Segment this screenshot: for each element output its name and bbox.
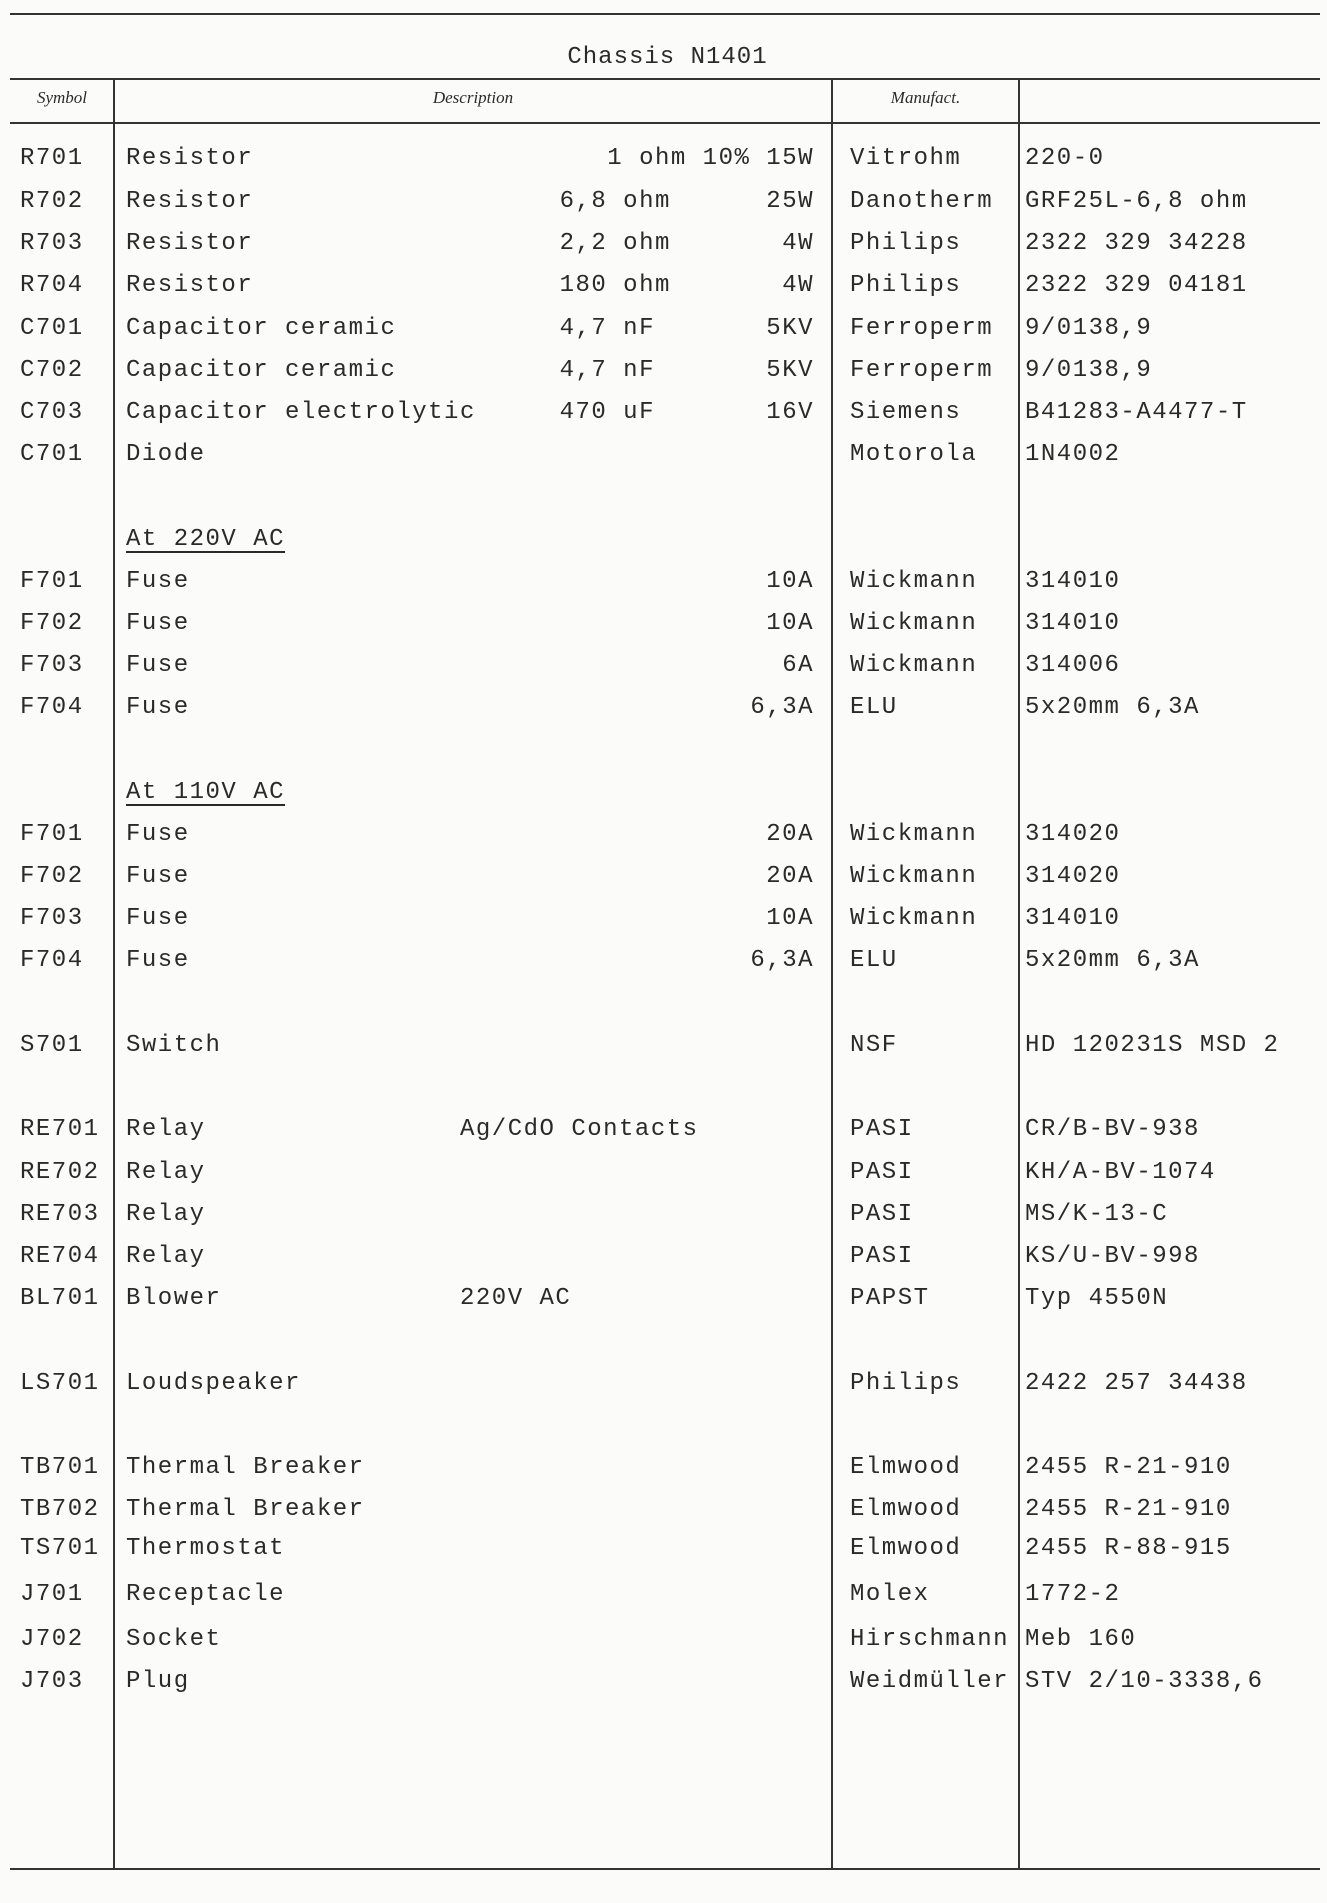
row-manufacturer: Motorola bbox=[850, 441, 978, 468]
row-part-number: 2455 R-88-915 bbox=[1025, 1535, 1232, 1562]
row-manufacturer: Ferroperm bbox=[850, 315, 994, 342]
row-part-number: CR/B-BV-938 bbox=[1025, 1116, 1200, 1143]
row-manufacturer: NSF bbox=[850, 1032, 898, 1059]
row-part-number: 2322 329 04181 bbox=[1025, 272, 1248, 299]
row-symbol: F701 bbox=[20, 821, 84, 848]
row-manufacturer: Ferroperm bbox=[850, 357, 994, 384]
row-part-number: KH/A-BV-1074 bbox=[1025, 1159, 1216, 1186]
row-part-number: STV 2/10-3338,6 bbox=[1025, 1668, 1264, 1695]
row-manufacturer: Wickmann bbox=[850, 610, 978, 637]
row-description: Thermal Breaker bbox=[126, 1496, 365, 1523]
row-manufacturer: Elmwood bbox=[850, 1535, 962, 1562]
row-description: Capacitor ceramic bbox=[126, 315, 397, 342]
row-value-box bbox=[500, 609, 814, 639]
row-description: Fuse bbox=[126, 694, 190, 721]
row-part-number: 9/0138,9 bbox=[1025, 315, 1153, 342]
row-part-number: 2455 R-21-910 bbox=[1025, 1496, 1232, 1523]
row-part-number: B41283-A4477-T bbox=[1025, 399, 1248, 426]
row-manufacturer: Hirschmann bbox=[850, 1626, 1010, 1653]
row-symbol: TB702 bbox=[20, 1496, 100, 1523]
row-description: Switch bbox=[126, 1032, 222, 1059]
row-description: Thermostat bbox=[126, 1535, 286, 1562]
row-manufacturer: Elmwood bbox=[850, 1454, 962, 1481]
row-value-box bbox=[500, 356, 814, 386]
row-symbol: F704 bbox=[20, 947, 84, 974]
column-divider-manufacturer bbox=[1018, 79, 1020, 1869]
row-part-number: GRF25L-6,8 ohm bbox=[1025, 188, 1248, 215]
row-part-number: HD 120231S MSD 2 bbox=[1025, 1032, 1280, 1059]
row-part-number: 9/0138,9 bbox=[1025, 357, 1153, 384]
row-symbol: F704 bbox=[20, 694, 84, 721]
row-manufacturer: Wickmann bbox=[850, 905, 978, 932]
row-symbol: TS701 bbox=[20, 1535, 100, 1562]
row-value: 1 ohm 10% 15W bbox=[607, 145, 814, 172]
row-part-number: 314020 bbox=[1025, 821, 1121, 848]
row-value-box bbox=[500, 651, 814, 681]
row-part-number: 314006 bbox=[1025, 652, 1121, 679]
row-symbol: J702 bbox=[20, 1626, 84, 1653]
section-heading: At 110V AC bbox=[126, 779, 286, 806]
row-description-note: 220V AC bbox=[460, 1285, 572, 1312]
row-part-number: 314020 bbox=[1025, 863, 1121, 890]
row-description: Resistor bbox=[126, 272, 254, 299]
row-description: Relay bbox=[126, 1243, 206, 1270]
row-part-number: MS/K-13-C bbox=[1025, 1201, 1169, 1228]
row-part-number: 314010 bbox=[1025, 610, 1121, 637]
row-manufacturer: PASI bbox=[850, 1201, 914, 1228]
row-symbol: C703 bbox=[20, 399, 84, 426]
row-part-number: 2322 329 34228 bbox=[1025, 230, 1248, 257]
row-value: 10A bbox=[766, 568, 814, 595]
row-value: 4,7 nF 5KV bbox=[559, 357, 814, 384]
row-description: Socket bbox=[126, 1626, 222, 1653]
row-manufacturer: Weidmüller bbox=[850, 1668, 1010, 1695]
row-description: Relay bbox=[126, 1116, 206, 1143]
row-value-box bbox=[500, 314, 814, 344]
row-part-number: 5x20mm 6,3A bbox=[1025, 694, 1200, 721]
row-symbol: C701 bbox=[20, 441, 84, 468]
row-description: Fuse bbox=[126, 610, 190, 637]
header-bottom-rule bbox=[10, 122, 1320, 124]
row-symbol: RE704 bbox=[20, 1243, 100, 1270]
row-symbol: R701 bbox=[20, 145, 84, 172]
row-description: Fuse bbox=[126, 905, 190, 932]
row-manufacturer: Danotherm bbox=[850, 188, 994, 215]
row-part-number: 314010 bbox=[1025, 568, 1121, 595]
row-symbol: J703 bbox=[20, 1668, 84, 1695]
row-value: 6,3A bbox=[750, 694, 814, 721]
header-description: Description bbox=[432, 88, 514, 107]
row-symbol: C702 bbox=[20, 357, 84, 384]
row-description: Blower bbox=[126, 1285, 222, 1312]
row-manufacturer: PAPST bbox=[850, 1285, 930, 1312]
row-part-number: KS/U-BV-998 bbox=[1025, 1243, 1200, 1270]
row-description: Relay bbox=[126, 1159, 206, 1186]
row-manufacturer: Molex bbox=[850, 1581, 930, 1608]
row-description: Thermal Breaker bbox=[126, 1454, 365, 1481]
row-manufacturer: Philips bbox=[850, 272, 962, 299]
row-value: 2,2 ohm 4W bbox=[559, 230, 814, 257]
row-symbol: RE703 bbox=[20, 1201, 100, 1228]
row-manufacturer: Wickmann bbox=[850, 863, 978, 890]
row-manufacturer: Elmwood bbox=[850, 1496, 962, 1523]
row-value-box bbox=[500, 271, 814, 301]
page-title: Chassis N1401 bbox=[567, 44, 768, 71]
row-description: Fuse bbox=[126, 863, 190, 890]
row-symbol: F703 bbox=[20, 905, 84, 932]
row-symbol: J701 bbox=[20, 1581, 84, 1608]
row-value-box bbox=[500, 693, 814, 723]
row-description: Loudspeaker bbox=[126, 1370, 301, 1397]
row-symbol: R703 bbox=[20, 230, 84, 257]
row-value: 6A bbox=[782, 652, 814, 679]
row-symbol: F702 bbox=[20, 610, 84, 637]
row-part-number: 2455 R-21-910 bbox=[1025, 1454, 1232, 1481]
row-part-number: 5x20mm 6,3A bbox=[1025, 947, 1200, 974]
row-value-box bbox=[500, 946, 814, 976]
row-description: Fuse bbox=[126, 568, 190, 595]
row-value-box bbox=[500, 398, 814, 428]
section-heading: At 220V AC bbox=[126, 526, 286, 553]
row-symbol: F702 bbox=[20, 863, 84, 890]
row-part-number: 1772-2 bbox=[1025, 1581, 1121, 1608]
row-part-number: 2422 257 34438 bbox=[1025, 1370, 1248, 1397]
row-description: Resistor bbox=[126, 188, 254, 215]
row-symbol: F701 bbox=[20, 568, 84, 595]
row-part-number: 314010 bbox=[1025, 905, 1121, 932]
row-description: Diode bbox=[126, 441, 206, 468]
row-symbol: C701 bbox=[20, 315, 84, 342]
row-description: Fuse bbox=[126, 947, 190, 974]
row-part-number: Typ 4550N bbox=[1025, 1285, 1169, 1312]
row-value-box bbox=[500, 904, 814, 934]
row-value: 10A bbox=[766, 610, 814, 637]
top-rule bbox=[10, 13, 1320, 15]
row-description: Resistor bbox=[126, 145, 254, 172]
row-value-box bbox=[500, 567, 814, 597]
row-part-number: Meb 160 bbox=[1025, 1626, 1137, 1653]
row-manufacturer: Wickmann bbox=[850, 568, 978, 595]
bottom-rule bbox=[10, 1868, 1320, 1870]
row-value: 180 ohm 4W bbox=[559, 272, 814, 299]
row-manufacturer: ELU bbox=[850, 947, 898, 974]
row-value: 4,7 nF 5KV bbox=[559, 315, 814, 342]
row-description: Plug bbox=[126, 1668, 190, 1695]
row-part-number: 220-0 bbox=[1025, 145, 1105, 172]
row-value-box bbox=[500, 187, 814, 217]
row-symbol: RE701 bbox=[20, 1116, 100, 1143]
row-value: 20A bbox=[766, 863, 814, 890]
row-description: Resistor bbox=[126, 230, 254, 257]
row-description: Fuse bbox=[126, 821, 190, 848]
column-divider-symbol bbox=[113, 79, 115, 1869]
row-manufacturer: Philips bbox=[850, 1370, 962, 1397]
header-manufacturer: Manufact. bbox=[890, 88, 961, 107]
column-divider-description bbox=[831, 79, 833, 1869]
row-value-box bbox=[500, 144, 814, 174]
row-value: 10A bbox=[766, 905, 814, 932]
header-symbol: Symbol bbox=[36, 88, 88, 107]
row-manufacturer: Philips bbox=[850, 230, 962, 257]
row-description: Relay bbox=[126, 1201, 206, 1228]
row-value-box bbox=[500, 862, 814, 892]
header-top-rule bbox=[10, 78, 1320, 80]
row-part-number: 1N4002 bbox=[1025, 441, 1121, 468]
row-manufacturer: Siemens bbox=[850, 399, 962, 426]
row-manufacturer: PASI bbox=[850, 1159, 914, 1186]
row-symbol: R702 bbox=[20, 188, 84, 215]
row-value: 470 uF 16V bbox=[559, 399, 814, 426]
row-description: Fuse bbox=[126, 652, 190, 679]
row-symbol: R704 bbox=[20, 272, 84, 299]
row-symbol: LS701 bbox=[20, 1370, 100, 1397]
row-value: 20A bbox=[766, 821, 814, 848]
row-value: 6,3A bbox=[750, 947, 814, 974]
row-description-note: Ag/CdO Contacts bbox=[460, 1116, 699, 1143]
row-manufacturer: Wickmann bbox=[850, 821, 978, 848]
row-value: 6,8 ohm 25W bbox=[559, 188, 814, 215]
row-manufacturer: PASI bbox=[850, 1116, 914, 1143]
row-description: Capacitor electrolytic bbox=[126, 399, 476, 426]
row-symbol: F703 bbox=[20, 652, 84, 679]
row-description: Receptacle bbox=[126, 1581, 286, 1608]
row-symbol: BL701 bbox=[20, 1285, 100, 1312]
row-manufacturer: ELU bbox=[850, 694, 898, 721]
row-symbol: TB701 bbox=[20, 1454, 100, 1481]
row-value-box bbox=[500, 820, 814, 850]
row-manufacturer: PASI bbox=[850, 1243, 914, 1270]
row-symbol: RE702 bbox=[20, 1159, 100, 1186]
row-description: Capacitor ceramic bbox=[126, 357, 397, 384]
row-symbol: S701 bbox=[20, 1032, 84, 1059]
row-manufacturer: Vitrohm bbox=[850, 145, 962, 172]
row-value-box bbox=[500, 229, 814, 259]
row-manufacturer: Wickmann bbox=[850, 652, 978, 679]
